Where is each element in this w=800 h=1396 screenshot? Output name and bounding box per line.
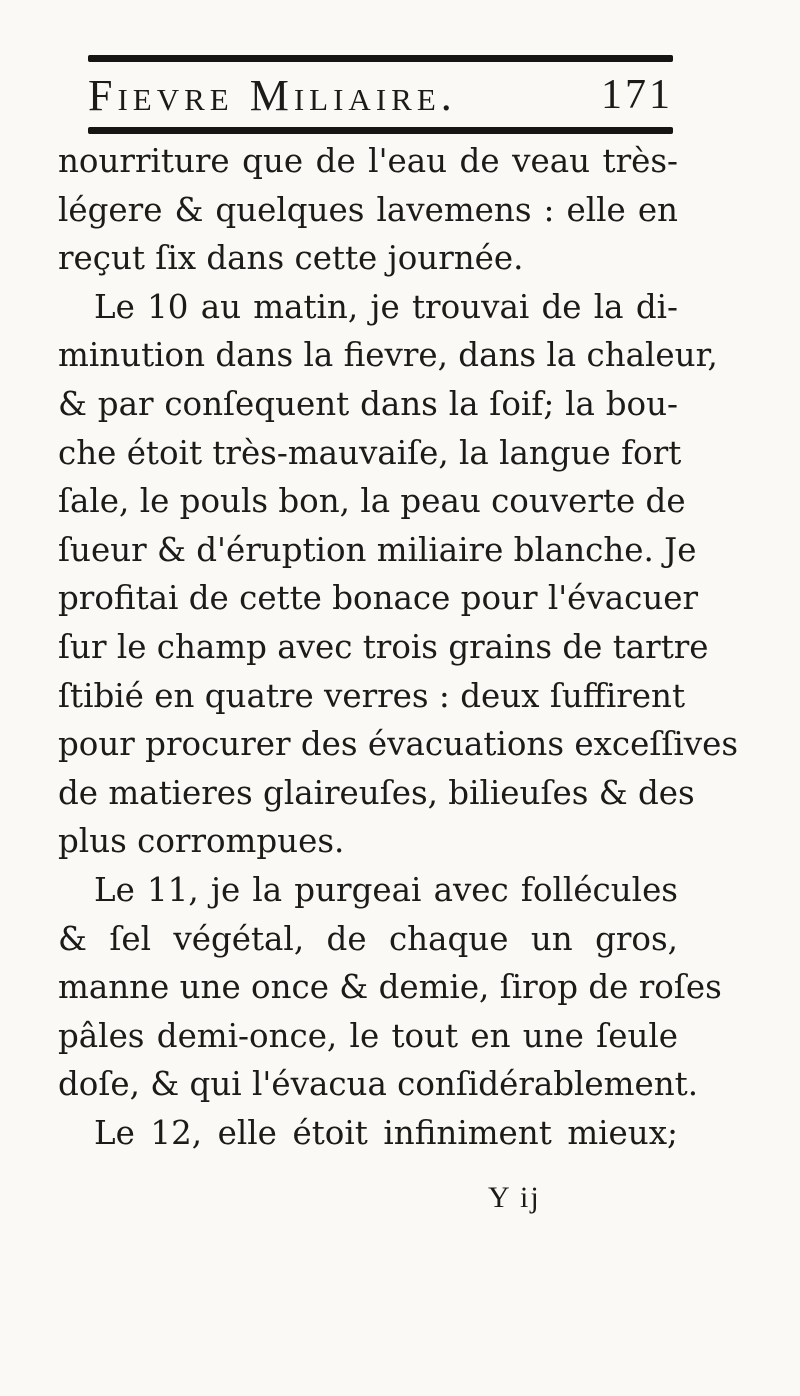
text-line: doſe, & qui l'évacua conſidérablement.: [58, 1065, 699, 1104]
text-line: de matieres glaireuſes, bilieuſes & des: [58, 773, 695, 812]
text-line: ſale, le pouls bon, la peau couverte de: [58, 482, 686, 521]
running-title: Fievre Miliaire.: [88, 70, 457, 120]
paragraph-start-line: Le 11, je la purgeai avec follécules: [94, 870, 678, 909]
text-line: nourriture que de l'eau de veau très-: [58, 142, 678, 180]
text-line: profitai de cette bonace pour l'évacuer: [58, 579, 699, 618]
text-line: plus corrompues.: [58, 822, 345, 861]
text-line: & par conſequent dans la ſoif; la bou-: [58, 384, 678, 423]
page-number: 171: [601, 72, 673, 118]
text-line: ſur le champ avec trois grains de tartre: [58, 627, 709, 666]
text-line: pour procurer des évacuations exceſſives: [58, 725, 739, 764]
text-line: ſtibié en quatre verres : deux ſuffirent: [58, 676, 686, 715]
text-line: minution dans la fievre, dans la chaleur,: [58, 336, 718, 375]
paragraph-start-line: Le 12, elle étoit infiniment mieux;: [94, 1113, 678, 1152]
paragraph-start-line: Le 10 au matin, je trouvai de la di-: [94, 287, 678, 326]
text-line: pâles demi-once, le tout en une ſeule: [58, 1016, 678, 1055]
text-line: ſueur & d'éruption miliaire blanche. Je: [58, 530, 697, 569]
header-top-rule: [88, 55, 673, 62]
text-line: che étoit très-mauvaiſe, la langue fort: [58, 433, 682, 472]
body-text: [58, 137, 739, 1157]
header-bottom-rule: [88, 127, 673, 134]
text-line: légere & quelques lavemens : elle en: [58, 190, 678, 229]
text-line: reçut ſix dans cette journée.: [58, 239, 524, 278]
text-line: manne une once & demie, ſirop de roſes: [58, 968, 722, 1007]
signature-mark: Y ij: [488, 1181, 541, 1214]
running-header: [88, 64, 673, 126]
text-line: & ſel végétal, de chaque un gros,: [58, 919, 678, 958]
